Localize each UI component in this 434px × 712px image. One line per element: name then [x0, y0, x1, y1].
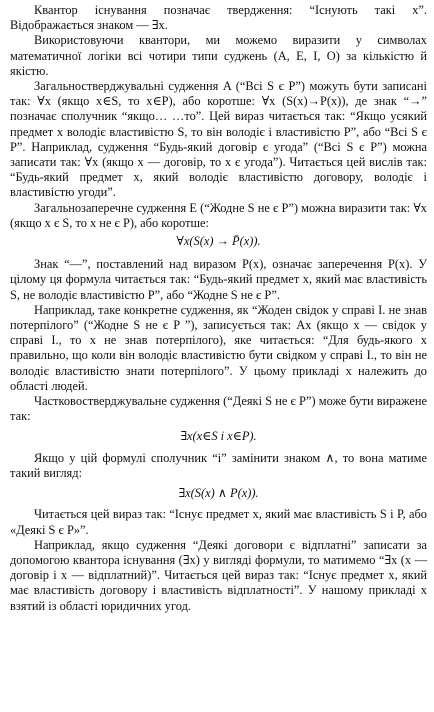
paragraph-reading: Читається цей вираз так: “Існує предмет x, який має властивість S і P, або «Деякі S є P»”.: [10, 507, 427, 537]
paragraph-judgment-i: Частковостверджувальне судження (“Деякі S не є P”) може бути виражене так:: [10, 394, 427, 424]
paragraph-negation-sign: Знак “—”, поставлений над виразом P(x), означає заперечення P(x). У цілому ця формула читається так: “Будь-який предмет x, який має властивість S, не володіє властивістю P”, або “Жодне S не є P”.: [10, 257, 427, 302]
paragraph-judgment-a: Загальностверджувальні судження A (“Всі S є P”) можуть бути записані так: ∀x (якщо x∈S, то x∈P), або коротше: ∀x (S(x)→P(x)), де знак “→” позначає сполучник “якщо… …то”. Цей вираз читається так: “Якщо усякий предмет x володіє властивістю S, то він володіє і властивістю P”, або “Всі S є P”. Наприклад, судження “Будь-який договір є угода” (“Всі S є P”) можна записати так: ∀x (якщо x — договір, то x є угода”). Читається цей вислів так: “Будь-який предмет x, який володіє властивістю договору, володіє і властивістю угоди”.: [10, 79, 427, 200]
formula-judgment-i: ∃x(x∈S і x∈P).: [180, 429, 257, 444]
paragraph-contract-example: Наприклад, якщо судження “Деякі договори є відплатні” записати за допомогою квантора існування (∃x) у вигляді формули, то матимемо “∃x (x — договір і x — відплатний)”. Читається цей вираз так: “Існує предмет x, який має властивість договору і властивість відплатності”. У нашому прикладі x взятий із області юридичних угод.: [10, 537, 427, 613]
paragraph-witness-example: Наприклад, таке конкретне судження, як “Жоден свідок у справі І. не знав потерпілого” (“Жодне S не є P ”), записується так: Ax (якщо x — свідок у справі І., то x не знав потерпілого), яке читається: “Для будь-якого x правильно, що коли він володіє властивістю бути свідком у справі І., то він не володіє властивістю знати потерпілого”. У цьому прикладі x належить до області людей.: [10, 302, 427, 393]
formula-conjunction: ∃x(S(x) ∧ P(x)).: [178, 486, 259, 501]
paragraph-conjunction-replace: Якщо у цій формулі сполучник “і” замінити знаком ∧, то вона матиме такий вигляд:: [10, 450, 427, 480]
formula-judgment-e: ∀x(S(x) → P̄(x)).: [176, 234, 261, 249]
paragraph-four-judgment-types: Використовуючи квантори, ми можемо виразити у символах математичної логіки всі чотири типи суджень (A, E, I, O) за кількістю й якістю.: [10, 33, 427, 78]
paragraph-judgment-e: Загальнозаперечне судження E (“Жодне S не є P”) можна виразити так: ∀x (якщо x є S, то x не є P), або коротше:: [10, 200, 427, 230]
paragraph-existential-quantifier: Квантор існування позначає твердження: “Існують такі x”. Відображається знаком — ∃x.: [10, 3, 427, 33]
